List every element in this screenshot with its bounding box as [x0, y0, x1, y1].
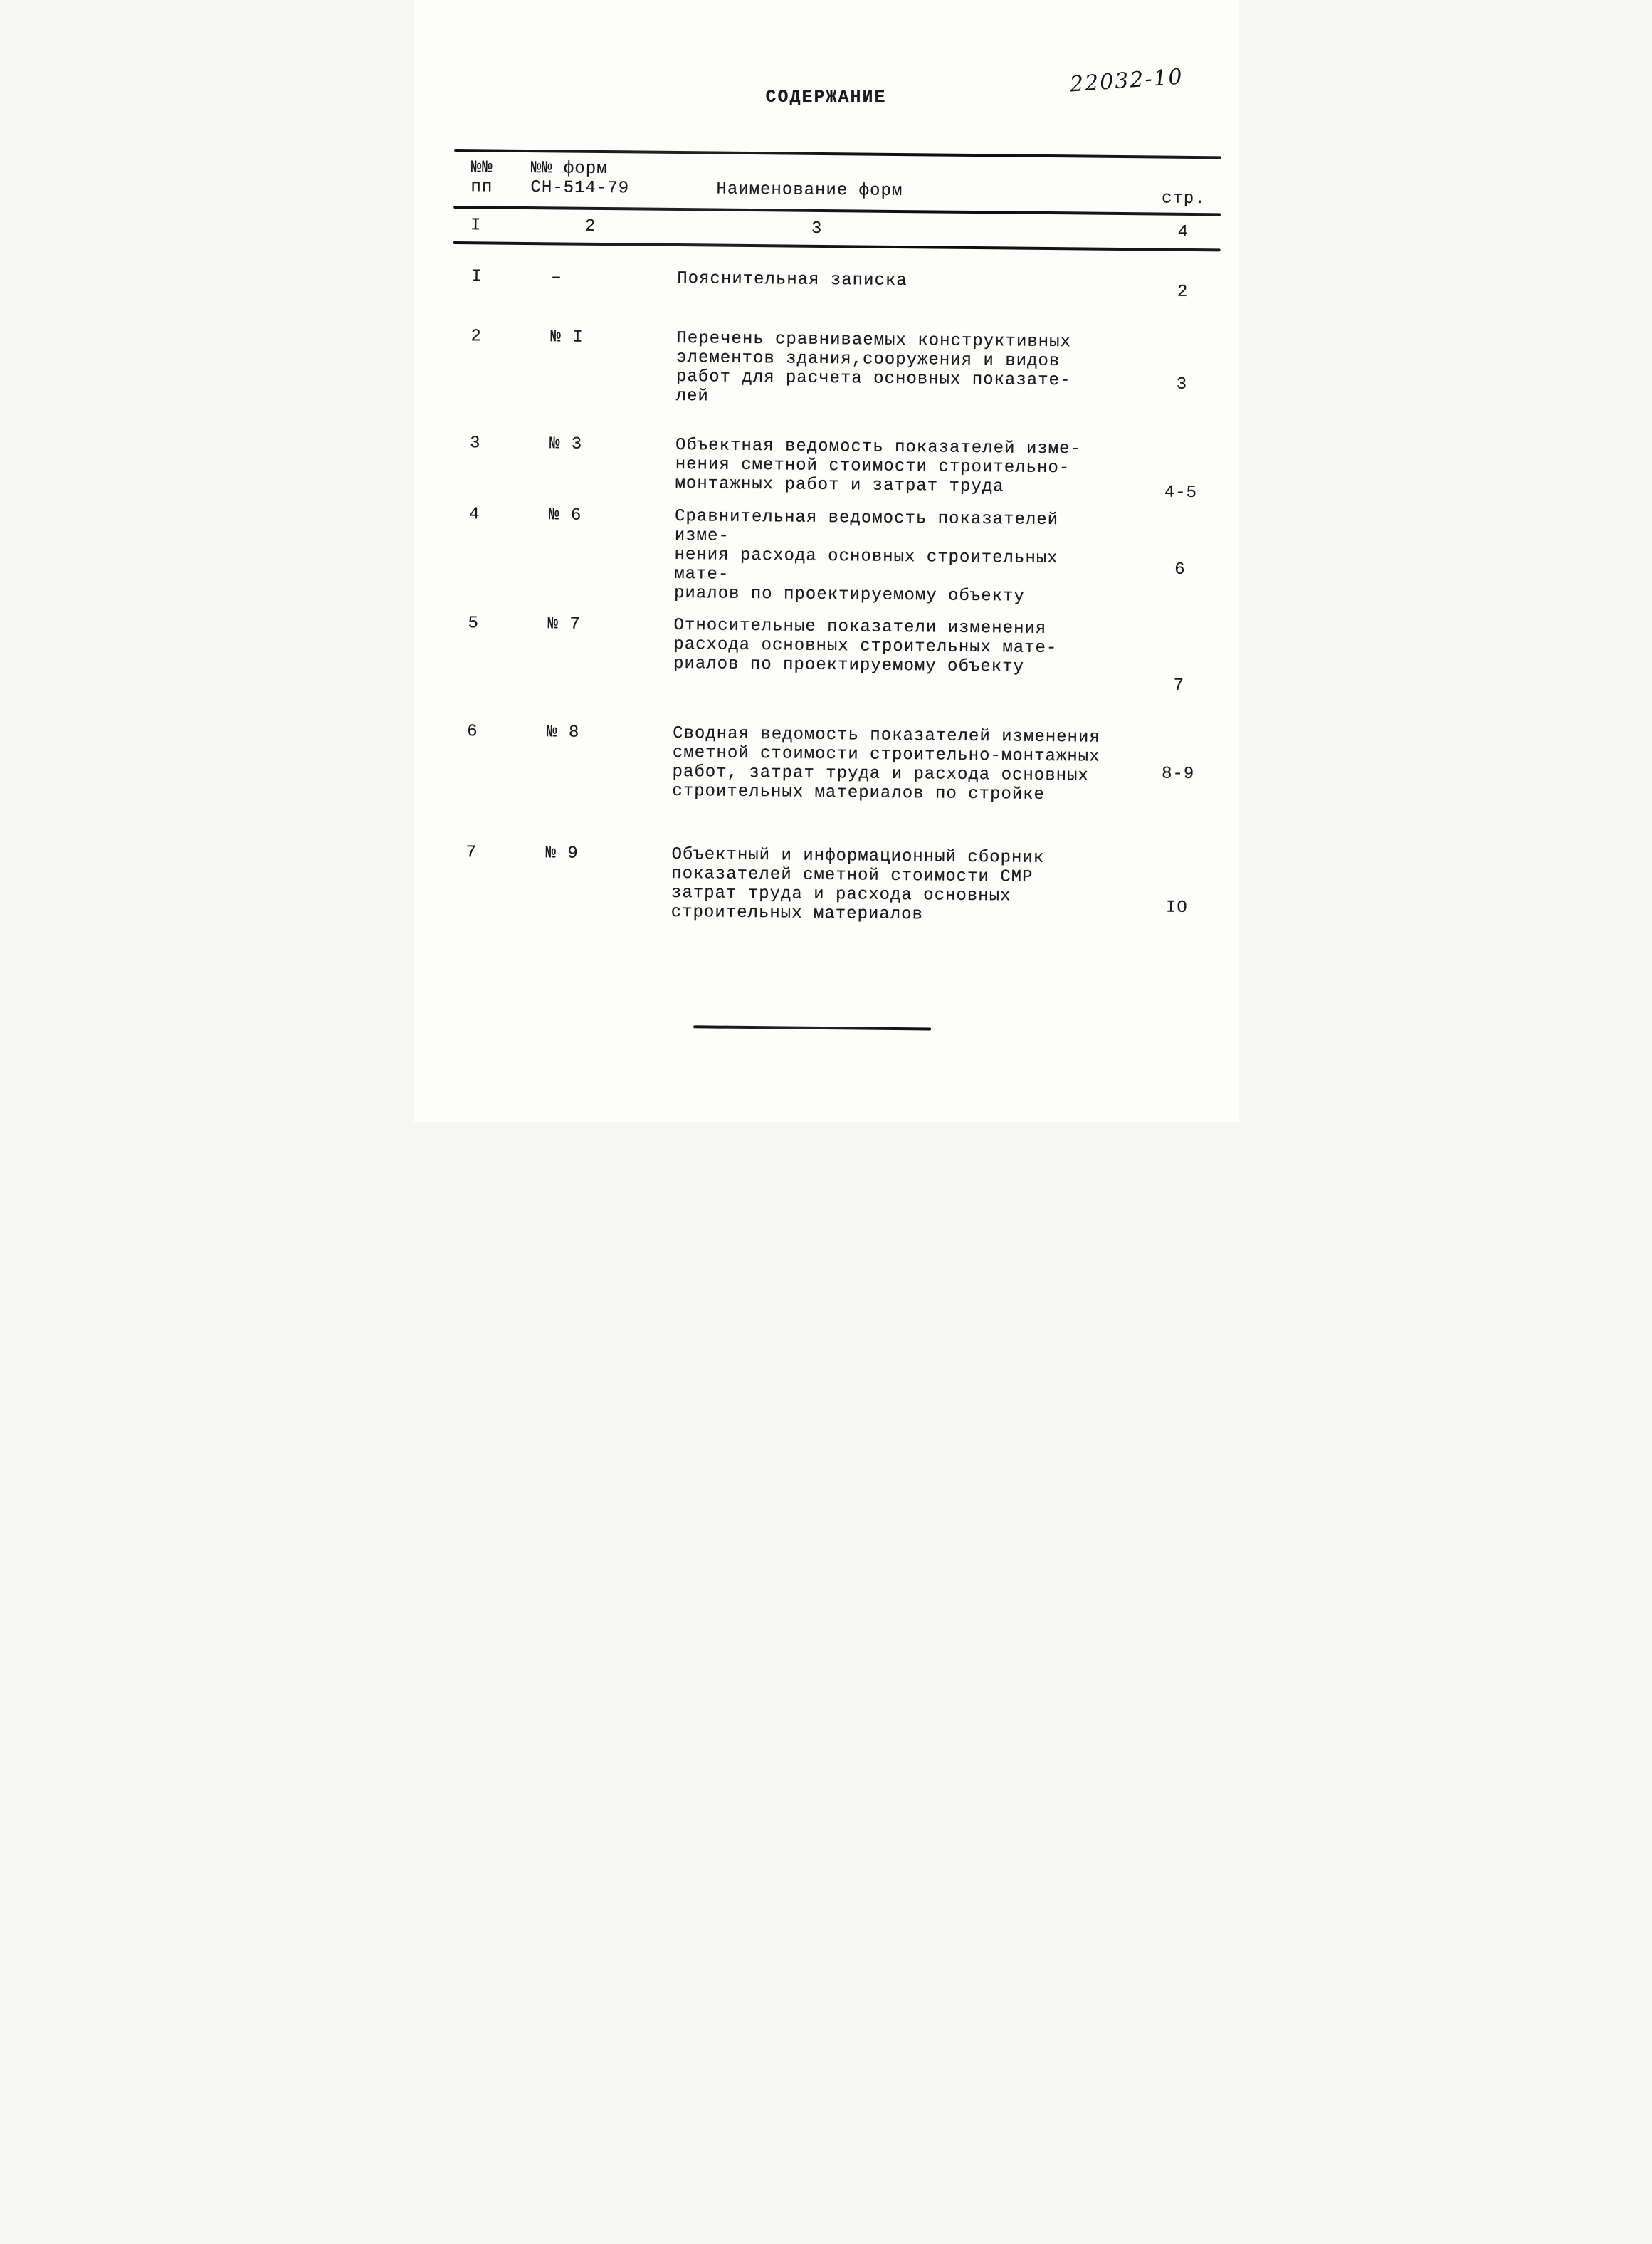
row-number: I [470, 267, 483, 287]
page-number: 8-9 [1161, 764, 1194, 785]
page-title: СОДЕРЖАНИЕ [765, 87, 887, 108]
contents-table [446, 149, 1221, 1033]
column-number-3: 3 [811, 219, 822, 238]
row-number: 3 [469, 434, 481, 453]
footer-divider-line [693, 1025, 931, 1030]
header-col-name: Наименование форм [715, 179, 903, 201]
form-name: Сравнительная ведомость показателей изме- нения расхода основных строительных мате- риалов по проектируемому объекту [673, 507, 1058, 607]
column-number-4: 4 [1177, 222, 1189, 242]
page-number: 6 [1174, 560, 1186, 580]
handwritten-stamp: 22032-10 [1068, 64, 1184, 98]
form-number: № 8 [546, 723, 579, 743]
page-number: 7 [1172, 676, 1184, 696]
header-col-num [453, 158, 525, 202]
form-name: Перечень сравниваемых конструктивных элементов здания,сооружения и видов работ для расчета основных показате- лей [675, 329, 1071, 407]
form-number: № 9 [544, 844, 579, 864]
table-row [451, 327, 1219, 411]
row-number: 5 [467, 614, 479, 634]
table-row [448, 614, 1216, 696]
table-row [449, 505, 1217, 608]
column-number-1: I [470, 216, 482, 236]
header-col-num-line2: пп [470, 177, 493, 197]
row-number: 6 [466, 722, 478, 742]
form-name: Сводная ведомость показателей изменения сметной стоимости строительно-монтажных работ, затрат труда и расхода основных строительных материалов по стройке [671, 723, 1100, 805]
header-col-num-line1: №№ [470, 158, 493, 178]
form-number: № 6 [548, 505, 582, 525]
form-number: № 7 [547, 614, 581, 634]
scanned-document-page [414, 0, 1239, 1122]
form-name: Пояснительная записка [676, 269, 907, 291]
table-row [453, 267, 1220, 302]
form-number: – [550, 268, 562, 288]
header-col-page: стр. [1161, 189, 1206, 209]
table-row [448, 722, 1216, 806]
page-number: 2 [1177, 282, 1188, 302]
row-number: 7 [465, 843, 477, 863]
page-number: 4-5 [1164, 483, 1197, 503]
page-number: 3 [1176, 374, 1187, 394]
page-number: IO [1165, 898, 1188, 918]
header-col-form [525, 159, 671, 204]
form-number: № 3 [549, 434, 582, 454]
form-name: Относительные показатели изменения расхода основных строительных мате- риалов по проектируемому объекту [673, 615, 1058, 677]
form-name: Объектный и информационный сборник показателей сметной стоимости СМР затрат труда и расхода основных строительных материалов [670, 844, 1044, 925]
form-number: № I [549, 327, 584, 347]
row-number: 4 [468, 505, 480, 525]
header-col-form-line1: №№ форм [530, 159, 608, 179]
table-row [446, 843, 1214, 927]
table-row [451, 434, 1219, 503]
column-number-2: 2 [584, 216, 596, 236]
row-number: 2 [470, 327, 482, 347]
form-name: Объектная ведомость показателей изме- нения сметной стоимости строительно- монтажных работ и затрат труда [674, 436, 1081, 497]
table-header-row [453, 152, 1221, 213]
header-col-form-line2: СН-514-79 [530, 178, 629, 199]
